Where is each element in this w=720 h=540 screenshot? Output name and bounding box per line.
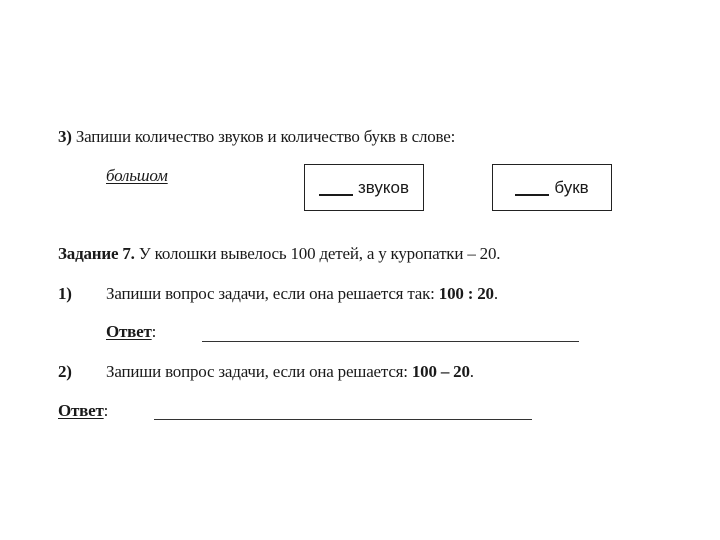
task3-line — [58, 127, 455, 147]
letters-answer-box[interactable] — [492, 164, 612, 211]
q2-answer-label: Ответ — [58, 401, 104, 420]
q2-answer-line[interactable] — [154, 419, 532, 420]
sounds-answer-box[interactable] — [304, 164, 424, 211]
q1-expression: 100 : 20 — [438, 284, 494, 303]
q2-line — [106, 362, 474, 382]
task3-text: Запиши количество звуков и количество букв в слове: — [75, 127, 456, 146]
sounds-label: звуков — [357, 177, 410, 197]
task3-word: большом — [106, 166, 168, 185]
sounds-blank[interactable] — [319, 180, 353, 196]
q2-text: Запиши вопрос задачи, если она решается: — [106, 362, 408, 381]
letters-label: букв — [554, 177, 589, 197]
q1-number: 1) — [58, 284, 72, 303]
q1-answer-label: Ответ — [106, 322, 152, 341]
q2-number: 2) — [58, 362, 72, 381]
q2-answer-label-wrap — [58, 401, 108, 421]
q1-period: . — [493, 284, 498, 303]
q2-answer-colon: : — [103, 401, 109, 420]
task7-text: У колошки вывелось 100 детей, а у куропатки – 20. — [138, 244, 501, 263]
q2-expression: 100 – 20 — [411, 362, 470, 381]
q2-period: . — [469, 362, 474, 381]
q1-text: Запиши вопрос задачи, если она решается так: — [106, 284, 435, 303]
q1-answer-colon: : — [151, 322, 157, 341]
letters-blank[interactable] — [515, 180, 549, 196]
task3-number: 3) — [58, 127, 72, 146]
q1-answer-line[interactable] — [202, 341, 579, 342]
task7-title: Задание 7. — [58, 244, 135, 263]
task7-heading — [58, 244, 500, 264]
q1-answer-label-wrap — [106, 322, 156, 342]
q1-line — [106, 284, 498, 304]
